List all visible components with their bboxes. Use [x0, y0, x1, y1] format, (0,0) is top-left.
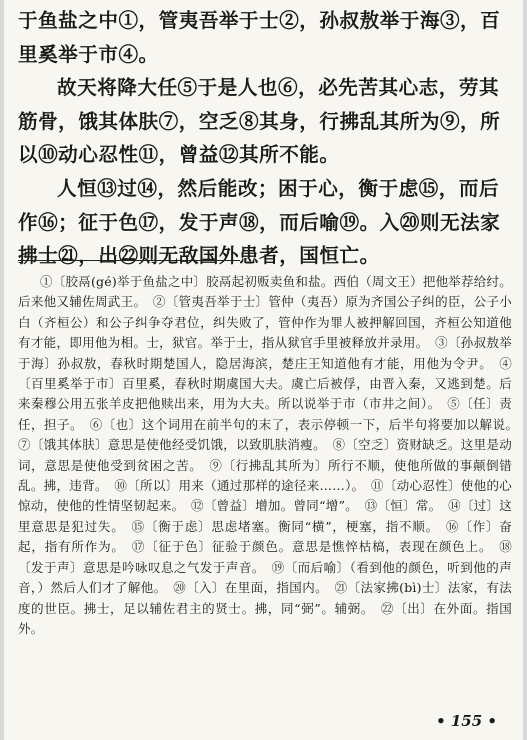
page-number: • 155 • [436, 712, 497, 730]
main-text-para2: 故天将降大任⑤于是人也⑥，必先苦其心志，劳其筋骨，饿其体肤⑦，空乏⑧其身，行拂乱其所为⑨，所以⑩动心忍性⑪，曾益⑫其所不能。 [18, 76, 501, 167]
book-page [4, 0, 523, 740]
main-text-para3: 人恒⑬过⑭，然后能改；困于心，衡于虑⑮，而后作⑯；征于色⑰，发于声⑱，而后喻⑲。入⑳则无法家拂士㉑，出㉒则无敌国外患者，国恒亡。 [18, 176, 501, 268]
footnotes-text: ①〔胶鬲(gé)举于鱼盐之中〕胶鬲起初贩卖鱼和盐。西伯（周文王）把他举荐给纣。后来他又辅佐周武王。 ②〔管夷吾举于士〕管仲（夷吾）原为齐国公子纠的臣，公子小白（齐桓公）和公子纠争夺君位，纠失败了，管仲作为罪人被押解回国，齐桓公知道他有才能，即用他为相。士，狱官。举于士，指从狱官手里被释放并录用。 ③〔孙叔敖举于海〕孙叔敖，春秋时期楚国人，隐居海滨，楚庄王知道他有才能，用他为令尹。 ④〔百里奚举于市〕百里奚，春秋时期虞国大夫。虞亡后被俘，由晋入秦，又逃到楚。后来秦穆公用五张羊皮把他赎出来，用为大夫。所以说举于市（市井之间）。 ⑤〔任〕责任，担子。 ⑥〔也〕这个词用在前半句的末了，表示停顿一下，后半句将要加以解说。 ⑦〔饿其体肤〕意思是使他经受饥饿，以致肌肤消瘦。 ⑧〔空乏〕资财缺乏。这里是动词，意思是使他受到贫困之苦。 ⑨〔行拂乱其所为〕所行不顺，使他所做的事颠倒错乱。拂，违背。 ⑩〔所以〕用来（通过那样的途径来……）。 ⑪〔动心忍性〕使他的心惊动，使他的性情坚韧起来。 ⑫〔曾益〕增加。曾同“增”。 ⑬〔恒〕常。 ⑭〔过〕这里意思是犯过失。 ⑮〔衡于虑〕思虑堵塞。衡同“横”，梗塞，指不顺。 ⑯〔作〕奋起，指有所作为。 ⑰〔征于色〕征验于颜色。意思是憔悴枯槁，表现在颜色上。 ⑱〔发于声〕意思是吟咏叹息之气发于声音。 ⑲〔而后喻〕（看到他的颜色，听到他的声音，）然后人们才了解他。 ⑳〔入〕在里面，指国内。 ㉑〔法家拂(bì)士〕法家，有法度的世臣。拂士，足以辅佐君主的贤士。拂，同“弼”。辅弼。 ㉒〔出〕在外面。指国外。 [18, 274, 525, 636]
main-text-line1: 于鱼盐之中①，管夷吾举于士②，孙叔敖举于海③，百里奚举于市④。 [18, 9, 501, 66]
main-text [18, 4, 508, 273]
footnote-divider [18, 260, 240, 261]
footnotes [18, 272, 525, 639]
